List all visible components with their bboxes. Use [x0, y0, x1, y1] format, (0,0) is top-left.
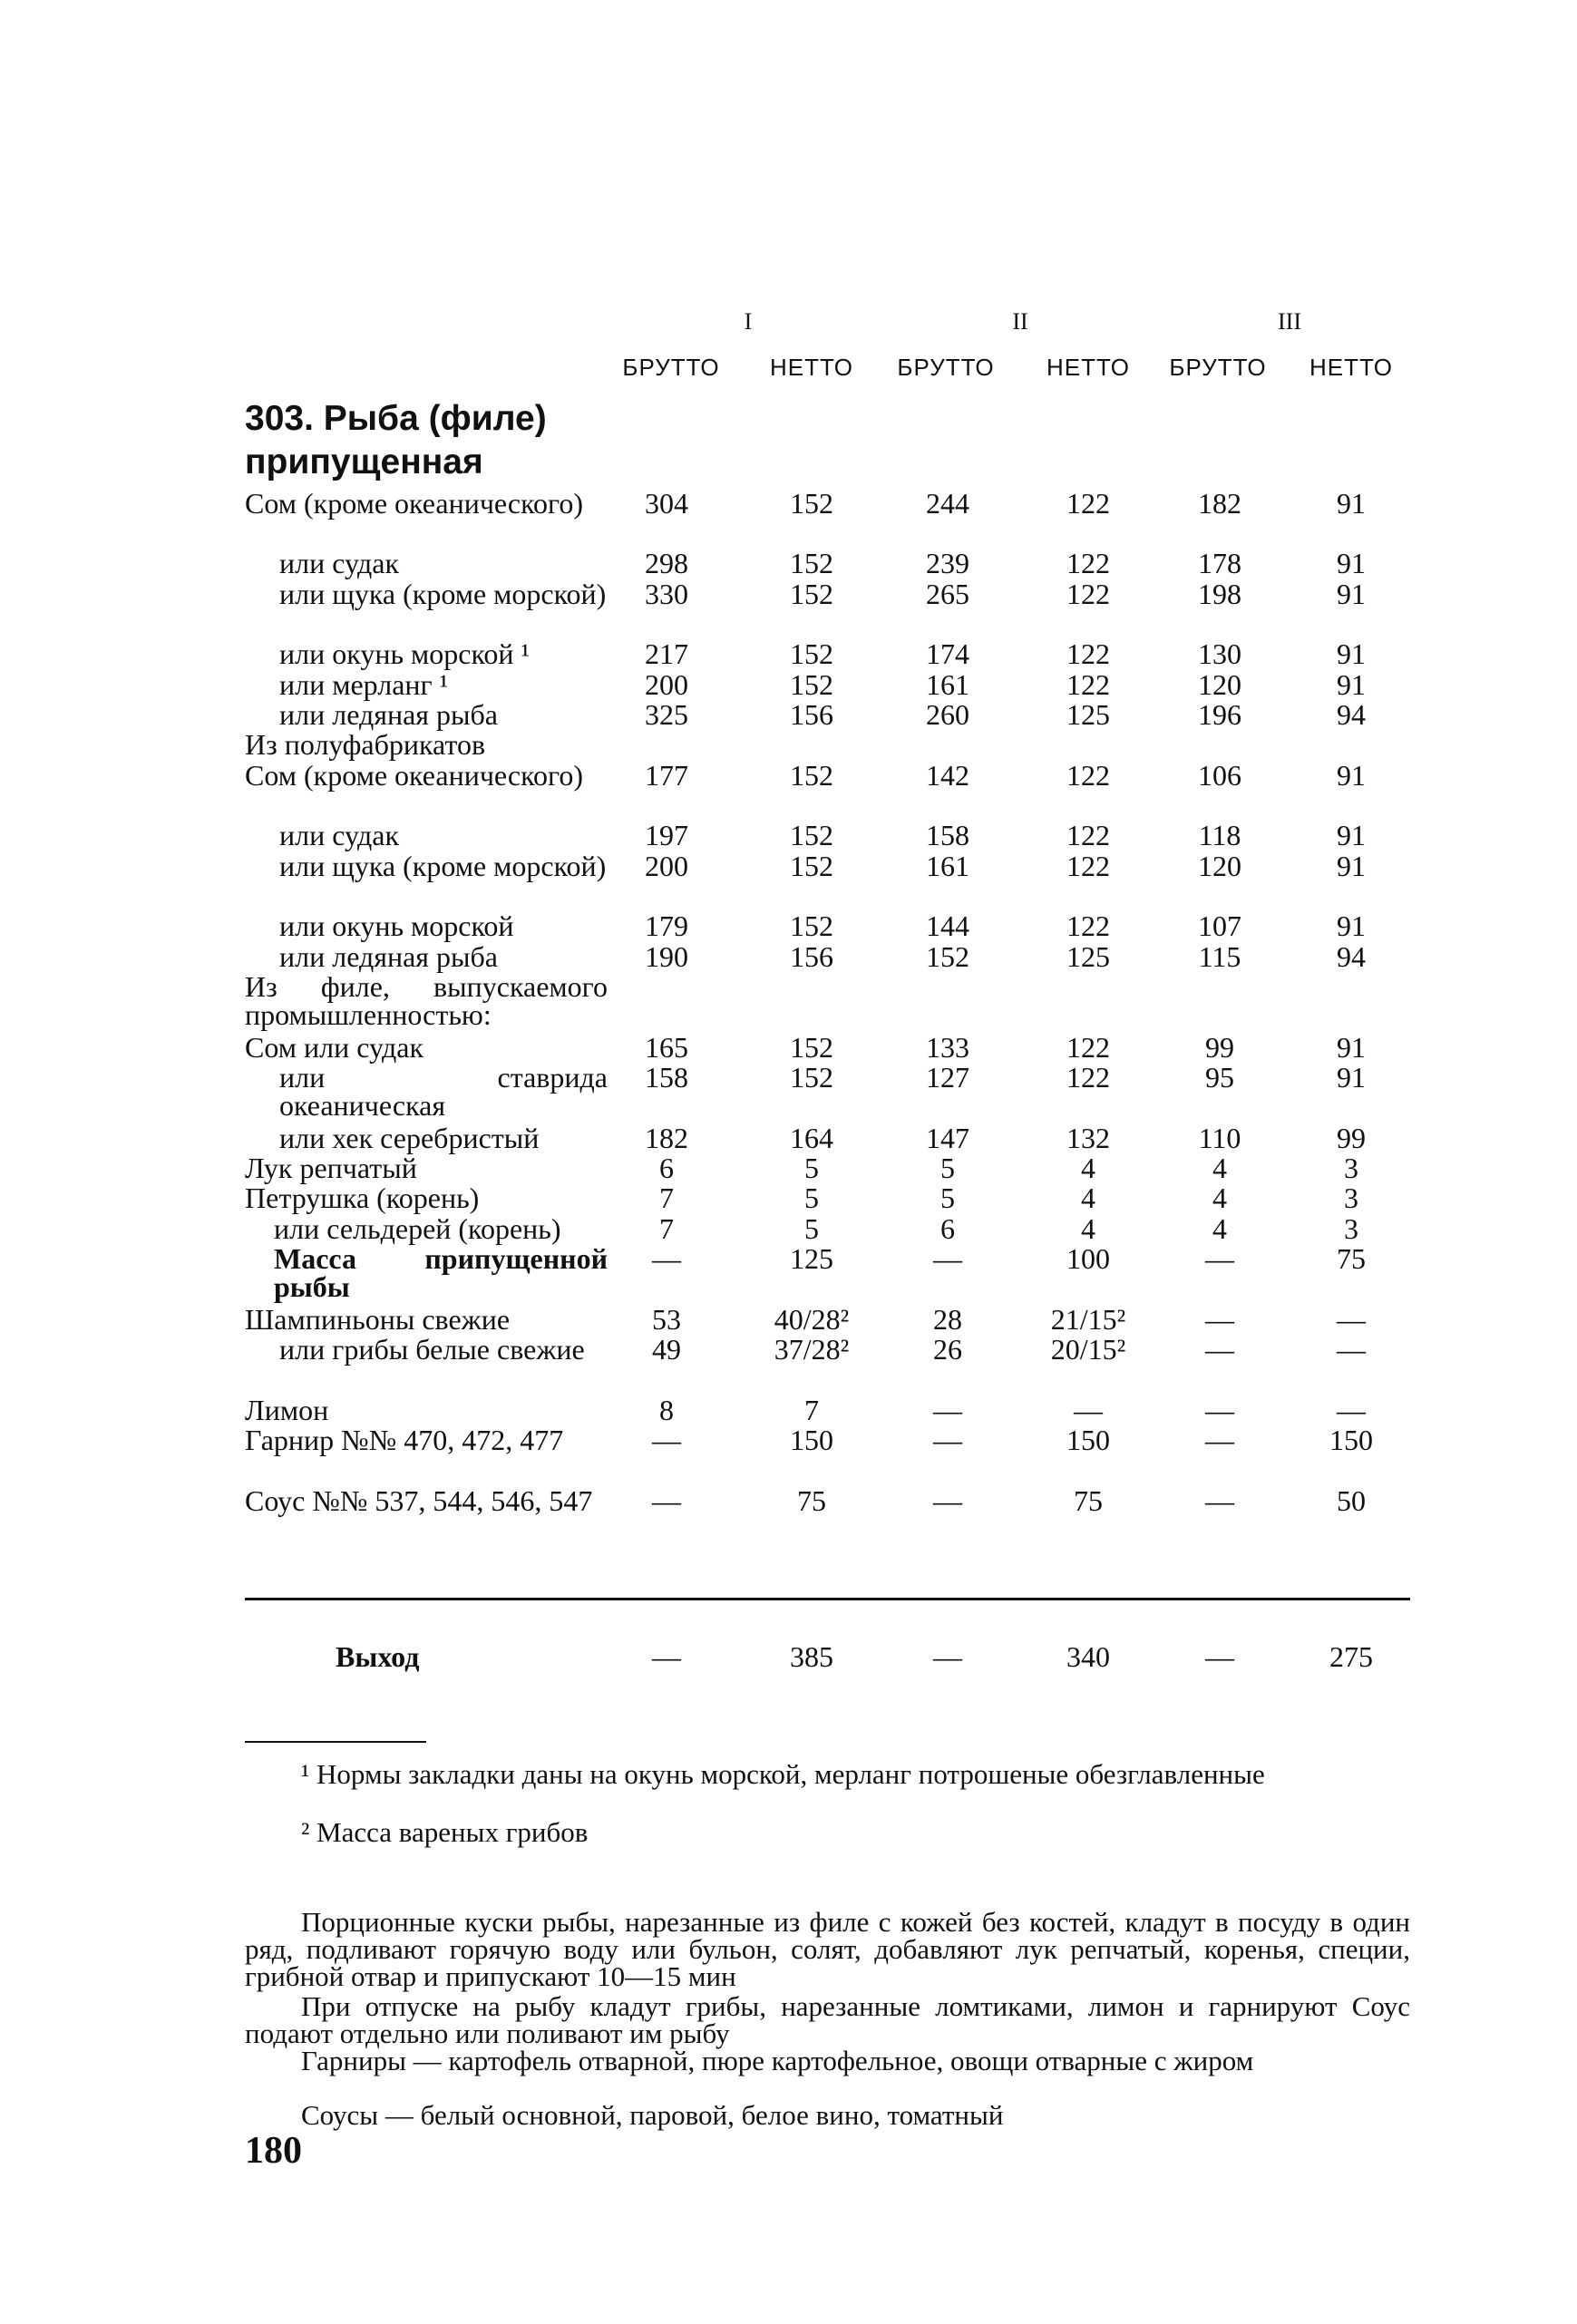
col-header-netto-2: НЕТТО — [1046, 354, 1130, 381]
value-cell: 152 — [790, 819, 833, 851]
ingredient-name: Лимон — [245, 1394, 329, 1426]
ingredient-name: или ставрида океаническая — [279, 1061, 608, 1122]
recipe-title — [245, 397, 547, 484]
ingredient-name: или грибы белые свежие — [279, 1333, 585, 1366]
value-cell: 197 — [645, 819, 688, 851]
value-cell: 37/28² — [774, 1333, 850, 1366]
value-cell: 142 — [926, 759, 969, 792]
value-cell: 91 — [1337, 668, 1366, 701]
output-label: Выход — [336, 1640, 420, 1673]
value-cell: 152 — [790, 1031, 833, 1064]
value-cell: 133 — [926, 1031, 969, 1064]
value-cell: 330 — [645, 578, 688, 610]
ingredient-name: или ледяная рыба — [279, 698, 498, 731]
value-cell: 122 — [1066, 909, 1110, 942]
value-cell: 165 — [645, 1031, 688, 1064]
value-cell: 132 — [1066, 1122, 1110, 1154]
value-cell: 152 — [790, 850, 833, 882]
paragraph-3: Гарниры — картофель отварной, пюре картофельное, овощи отварные с жиром — [301, 2045, 1254, 2076]
value-cell: 75 — [1074, 1484, 1103, 1517]
value-cell: — — [652, 1242, 681, 1275]
value-cell: 130 — [1198, 637, 1241, 670]
value-cell: 120 — [1198, 668, 1241, 701]
output-value: 340 — [1066, 1640, 1110, 1673]
value-cell: — — [1205, 1242, 1234, 1275]
value-cell: 75 — [1337, 1242, 1366, 1275]
value-cell: 178 — [1198, 547, 1241, 579]
footnote-1: ¹ Нормы закладки даны на окунь морской, мерланг потрошеные обезглавленные — [301, 1758, 1265, 1790]
value-cell: 125 — [790, 1242, 833, 1275]
value-cell: 265 — [926, 578, 969, 610]
ingredient-name: Сом или судак — [245, 1031, 423, 1064]
value-cell: 21/15² — [1050, 1303, 1126, 1336]
value-cell: 4 — [1212, 1181, 1227, 1214]
value-cell: 122 — [1066, 637, 1110, 670]
value-cell: 49 — [652, 1333, 681, 1366]
value-cell: 120 — [1198, 850, 1241, 882]
recipe-title-line2: припущенная — [245, 442, 483, 481]
value-cell: 122 — [1066, 547, 1110, 579]
value-cell: 122 — [1066, 759, 1110, 792]
value-cell: 7 — [659, 1181, 674, 1214]
value-cell: 20/15² — [1050, 1333, 1126, 1366]
value-cell: — — [933, 1242, 962, 1275]
value-cell: 325 — [645, 698, 688, 731]
value-cell: 118 — [1198, 819, 1241, 851]
value-cell: 6 — [659, 1152, 674, 1184]
value-cell: 304 — [645, 487, 688, 520]
footnote-2: ² Масса вареных грибов — [301, 1816, 589, 1848]
value-cell: 152 — [790, 637, 833, 670]
value-cell: 152 — [790, 547, 833, 579]
col-header-netto-3: НЕТТО — [1309, 354, 1393, 381]
value-cell: 161 — [926, 850, 969, 882]
ingredient-name: или судак — [279, 819, 400, 851]
col-header-brutto-1: БРУТТО — [622, 354, 720, 381]
output-value: 275 — [1329, 1640, 1373, 1673]
value-cell: 196 — [1198, 698, 1241, 731]
paragraph-1: Порционные куски рыбы, нарезанные из филе с кожей без костей, кладут в посуду в один ряд, подливают горячую воду или бульон, солят, добавляют лук репчатый, коренья, специи, грибной отвар и припускают 10—15 мин — [245, 1906, 1410, 1992]
value-cell: 5 — [940, 1152, 955, 1184]
value-cell: 144 — [926, 909, 969, 942]
value-cell: 95 — [1205, 1061, 1234, 1094]
ingredient-name: Петрушка (корень) — [245, 1181, 480, 1214]
value-cell: 8 — [659, 1394, 674, 1426]
value-cell: 260 — [926, 698, 969, 731]
value-cell: 147 — [926, 1122, 969, 1154]
value-cell: 182 — [1198, 487, 1241, 520]
value-cell: 152 — [926, 940, 969, 973]
value-cell: 152 — [790, 578, 833, 610]
value-cell: — — [933, 1424, 962, 1456]
value-cell: 99 — [1337, 1122, 1366, 1154]
col-header-brutto-3: БРУТТО — [1169, 354, 1267, 381]
value-cell: 5 — [804, 1152, 819, 1184]
value-cell: 7 — [804, 1394, 819, 1426]
value-cell: — — [1205, 1333, 1234, 1366]
value-cell: 152 — [790, 1061, 833, 1094]
value-cell: — — [652, 1484, 681, 1517]
ingredient-name: или окунь морской ¹ — [279, 637, 531, 670]
value-cell: 100 — [1066, 1242, 1110, 1275]
value-cell: 122 — [1066, 850, 1110, 882]
value-cell: 125 — [1066, 940, 1110, 973]
ingredient-name: Сом (кроме океанического) — [245, 759, 584, 792]
value-cell: 5 — [804, 1212, 819, 1245]
value-cell: — — [1337, 1333, 1366, 1366]
value-cell: 152 — [790, 759, 833, 792]
value-cell: 91 — [1337, 547, 1366, 579]
value-cell: 4 — [1081, 1212, 1095, 1245]
value-cell: 152 — [790, 909, 833, 942]
section-label-text: Из филе, выпускаемого промышленностью: — [245, 970, 608, 1031]
value-cell: 4 — [1212, 1152, 1227, 1184]
ingredient-name: Соус №№ 537, 544, 546, 547 — [245, 1484, 593, 1517]
value-cell: 91 — [1337, 759, 1366, 792]
value-cell: 200 — [645, 850, 688, 882]
value-cell: 106 — [1198, 759, 1241, 792]
value-cell: 150 — [790, 1424, 833, 1456]
value-cell: — — [1205, 1484, 1234, 1517]
value-cell: 156 — [790, 698, 833, 731]
value-cell: — — [933, 1394, 962, 1426]
value-cell: 28 — [933, 1303, 962, 1336]
value-cell: 91 — [1337, 909, 1366, 942]
ingredient-name: Масса припущенной рыбы — [274, 1242, 608, 1303]
ingredient-name: или сельдерей (корень) — [274, 1212, 561, 1245]
value-cell: 122 — [1066, 668, 1110, 701]
value-cell: — — [652, 1424, 681, 1456]
value-cell: 174 — [926, 637, 969, 670]
ingredient-name: или окунь морской — [279, 909, 514, 942]
paragraph-2: При отпуске на рыбу кладут грибы, нарезанные ломтиками, лимон и гарнируют Соус подают отдельно или поливают им рыбу — [245, 1990, 1410, 2049]
value-cell: 217 — [645, 637, 688, 670]
value-cell: 158 — [926, 819, 969, 851]
value-cell: 50 — [1337, 1484, 1366, 1517]
value-cell: 99 — [1205, 1031, 1234, 1064]
value-cell: — — [1205, 1303, 1234, 1336]
output-value: 385 — [790, 1640, 833, 1673]
value-cell: 244 — [926, 487, 969, 520]
value-cell: 200 — [645, 668, 688, 701]
value-cell: 3 — [1344, 1212, 1358, 1245]
output-value: — — [1205, 1640, 1234, 1673]
ingredient-name: или щука (кроме морской) — [279, 850, 607, 882]
value-cell: 122 — [1066, 578, 1110, 610]
value-cell: 4 — [1212, 1212, 1227, 1245]
group-header-3: III — [1278, 308, 1301, 335]
value-cell: 164 — [790, 1122, 833, 1154]
paragraph-4: Соусы — белый основной, паровой, белое вино, томатный — [301, 2099, 1004, 2131]
value-cell: — — [1205, 1424, 1234, 1456]
value-cell: 110 — [1198, 1122, 1241, 1154]
value-cell: 94 — [1337, 940, 1366, 973]
value-cell: 5 — [804, 1181, 819, 1214]
recipe-title-line1: 303. Рыба (филе) — [245, 399, 547, 438]
ingredient-name: или щука (кроме морской) — [279, 578, 607, 610]
value-cell: 298 — [645, 547, 688, 579]
value-cell: — — [1337, 1303, 1366, 1336]
value-cell: 152 — [790, 668, 833, 701]
value-cell: 5 — [940, 1181, 955, 1214]
ingredient-name: Сом (кроме океанического) — [245, 487, 584, 520]
value-cell: 122 — [1066, 819, 1110, 851]
value-cell: 125 — [1066, 698, 1110, 731]
value-cell: 4 — [1081, 1181, 1095, 1214]
value-cell: 150 — [1066, 1424, 1110, 1456]
ingredient-name: или хек серебристый — [279, 1122, 540, 1154]
value-cell: 7 — [659, 1212, 674, 1245]
value-cell: — — [1074, 1394, 1103, 1426]
output-value: — — [933, 1640, 962, 1673]
value-cell: 239 — [926, 547, 969, 579]
col-header-netto-1: НЕТТО — [770, 354, 853, 381]
ingredient-name: или судак — [279, 547, 400, 579]
page-number: 180 — [245, 2130, 302, 2172]
value-cell: 3 — [1344, 1152, 1358, 1184]
value-cell: 156 — [790, 940, 833, 973]
ingredient-name: Гарнир №№ 470, 472, 477 — [245, 1424, 564, 1456]
value-cell: 91 — [1337, 819, 1366, 851]
value-cell: 158 — [645, 1061, 688, 1094]
table-divider — [245, 1598, 1410, 1600]
group-header-2: II — [1012, 308, 1028, 335]
value-cell: 53 — [652, 1303, 681, 1336]
value-cell: 6 — [940, 1212, 955, 1245]
value-cell: 91 — [1337, 637, 1366, 670]
value-cell: 161 — [926, 668, 969, 701]
ingredient-name: Лук репчатый — [245, 1152, 417, 1184]
value-cell: — — [933, 1484, 962, 1517]
ingredient-name: Шампиньоны свежие — [245, 1303, 511, 1336]
value-cell: 115 — [1198, 940, 1241, 973]
value-cell: 3 — [1344, 1181, 1358, 1214]
value-cell: 91 — [1337, 1061, 1366, 1094]
value-cell: 127 — [926, 1061, 969, 1094]
value-cell: 91 — [1337, 578, 1366, 610]
value-cell: 91 — [1337, 850, 1366, 882]
value-cell: 26 — [933, 1333, 962, 1366]
section-label-text: Из полуфабрикатов — [245, 728, 486, 761]
ingredient-name: или ледяная рыба — [279, 940, 498, 973]
value-cell: 94 — [1337, 698, 1366, 731]
value-cell: 122 — [1066, 1061, 1110, 1094]
value-cell: 182 — [645, 1122, 688, 1154]
value-cell: 40/28² — [774, 1303, 850, 1336]
group-header-1: I — [744, 308, 753, 335]
value-cell: 4 — [1081, 1152, 1095, 1184]
value-cell: 91 — [1337, 487, 1366, 520]
value-cell: 122 — [1066, 487, 1110, 520]
value-cell: 190 — [645, 940, 688, 973]
value-cell: 75 — [797, 1484, 826, 1517]
value-cell: 122 — [1066, 1031, 1110, 1064]
value-cell: 107 — [1198, 909, 1241, 942]
value-cell: — — [1337, 1394, 1366, 1426]
value-cell: 91 — [1337, 1031, 1366, 1064]
value-cell: 198 — [1198, 578, 1241, 610]
value-cell: — — [1205, 1394, 1234, 1426]
footnote-divider — [245, 1741, 426, 1743]
ingredient-name: или мерланг ¹ — [279, 668, 449, 701]
output-value: — — [652, 1640, 681, 1673]
value-cell: 152 — [790, 487, 833, 520]
value-cell: 150 — [1329, 1424, 1373, 1456]
value-cell: 179 — [645, 909, 688, 942]
value-cell: 177 — [645, 759, 688, 792]
col-header-brutto-2: БРУТТО — [897, 354, 995, 381]
